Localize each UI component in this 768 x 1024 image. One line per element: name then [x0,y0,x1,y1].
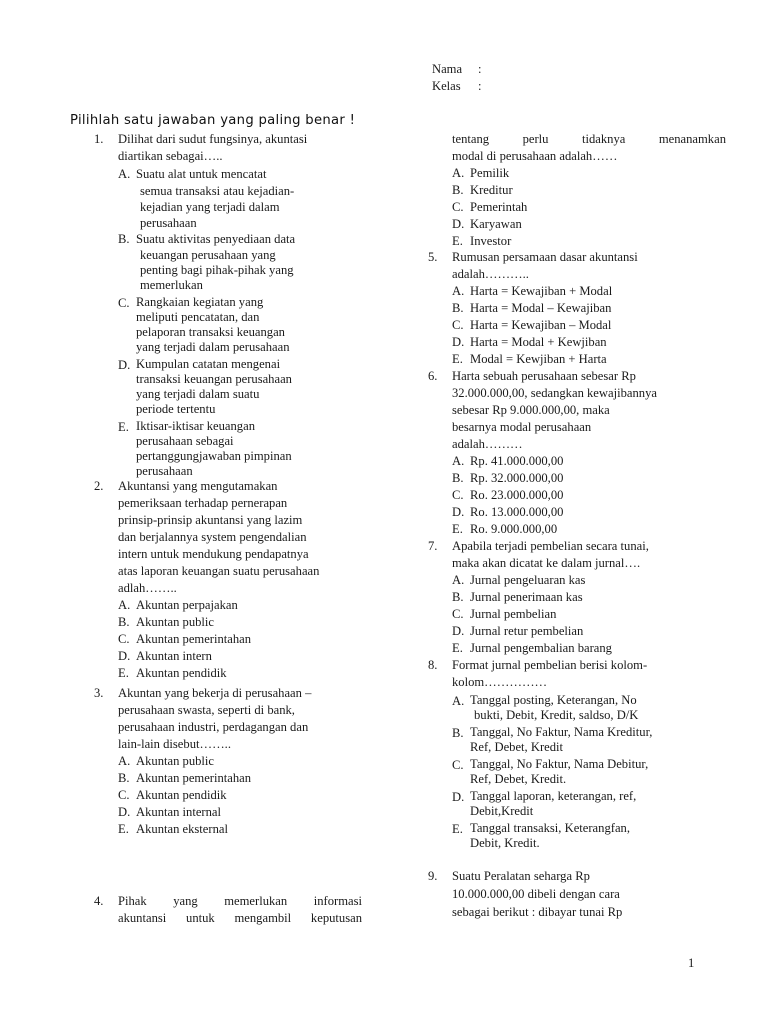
option-a[interactable]: A. Pemilik [452,166,510,180]
option-e[interactable]: E. Modal = Kewjiban + Harta [452,352,607,366]
option-b[interactable]: B. Kreditur [452,183,513,197]
option-d[interactable]: D. Harta = Modal + Kewjiban [452,335,607,349]
class-label: Kelas [432,79,461,93]
option-c[interactable]: C. Akuntan pendidik [118,788,227,802]
option-a[interactable]: A. Rp. 41.000.000,00 [452,454,564,468]
option-b[interactable]: B. Akuntan pemerintahan [118,771,252,785]
question-number: 8. [428,658,438,672]
question-5: 5. Rumusan persamaan dasar akuntansi adalah……….. A. Harta = Kewajiban + Modal B. Harta = Modal – Kewajiban C. Harta = Kewajiban – Modal D. Harta = Modal + Kewjiban E. Modal = Kewjiban + Harta [452,249,726,368]
option-b[interactable]: B. Rp. 32.000.000,00 [452,471,564,485]
option-c[interactable]: C. Jurnal pembelian [452,607,557,621]
option-d[interactable]: D. Jurnal retur pembelian [452,624,584,638]
option-b[interactable]: B. Suatu aktivitas penyediaan data keuangan perusahaan yang penting bagi pihak-pihak yang memerlukan [118,232,296,292]
option-a[interactable]: A. Suatu alat untuk mencatat semua transaksi atau kejadian- kejadian yang terjadi dalam perusahaan [118,167,295,230]
option-b[interactable]: B. Jurnal penerimaan kas [452,590,583,604]
question-number: 3. [94,686,104,700]
question-number: 9. [428,869,438,883]
page-number: 1 [688,956,695,970]
question-number: 4. [94,894,104,908]
option-d[interactable]: D. Karyawan [452,217,522,231]
option-a[interactable]: A. Jurnal pengeluaran kas [452,573,586,587]
question-2: 2. Akuntansi yang mengutamakan pemeriksaan terhadap pernerapan prinsip-prinsip akuntansi yang lazim dan berjalannya system pengendalian intern untuk mendukung pendapatnya atas laporan keuangan suatu perusahaan adlah…….. A. Akuntan perpajakan B. Akuntan public C. Akuntan pemerintahan D. Akuntan intern E. Akuntan pendidik [118,478,368,682]
class-separator: : [478,79,482,93]
question-stem-line: 1. Dilihat dari sudut fungsinya, akuntasi [94,132,308,146]
option-e[interactable]: E. Jurnal pengembalian barang [452,641,612,655]
option-d[interactable]: D. Akuntan intern [118,649,212,663]
name-label: Nama [432,62,463,76]
question-number: 7. [428,539,438,553]
option-e[interactable]: E. Ro. 9.000.000,00 [452,522,558,536]
option-b[interactable]: B. Akuntan public [118,615,214,629]
name-separator: : [478,62,482,76]
question-number: 2. [94,479,104,493]
question-6: 6. Harta sebuah perusahaan sebesar Rp 32.000.000,00, sedangkan kewajibannya sebesar Rp 9.000.000,00, maka besarnya modal perusahaan adalah……… A. Rp. 41.000.000,00 B. Rp. 32.000.000,00 C. Ro. 23.000.000,00 D. Ro. 13.000.000,00 E. Ro. 9.000.000,00 [452,368,726,538]
option-c[interactable]: C. Akuntan pemerintahan [118,632,252,646]
option-c[interactable]: C. Pemerintah [452,200,528,214]
question-8: 8. Format jurnal pembelian berisi kolom- kolom…………… A. Tanggal posting, Keterangan, No bukti, Debit, Kredit, saldso, D/K B. Tanggal, No Faktur, Nama Kreditur, Ref, Debet, Kredit C. Tanggal, No Faktur, Nama Debitur, Ref, Debet, Kredit. D. Tanggal laporan, keterangan, ref, Debit,Kredit E. Tanggal transaksi, Keterangfan, Debit, Kredit. [452,657,726,851]
option-c[interactable]: C. Harta = Kewajiban – Modal [452,318,612,332]
option-d[interactable]: D. Ro. 13.000.000,00 [452,505,564,519]
question-7: 7. Apabila terjadi pembelian secara tunai, maka akan dicatat ke dalam jurnal…. A. Jurnal pengeluaran kas B. Jurnal penerimaan kas C. Jurnal pembelian D. Jurnal retur pembelian E. Jurnal pengembalian barang [452,538,726,657]
option-d[interactable]: D. Akuntan internal [118,805,221,819]
question-number: 1. [94,132,104,146]
question-1 [94,131,363,479]
option-a[interactable]: A. Akuntan perpajakan [118,598,238,612]
class-field [432,78,482,95]
question-number: 5. [428,250,438,264]
option-c[interactable]: C. Tanggal, No Faktur, Nama Debitur, Ref, Debet, Kredit. [452,757,649,786]
option-e[interactable]: E. Iktisar-iktisar keuangan perusahaan sebagai pertanggungjawaban pimpinan perusahaan [118,419,292,478]
option-c[interactable]: C. Rangkaian kegiatan yang meliputi pencatatan, dan pelaporan transaksi keuangan yang terjadi dalam perusahaan [118,295,290,354]
option-e[interactable]: E. Investor [452,234,512,248]
option-a[interactable]: A. Akuntan public [118,754,214,768]
option-a[interactable]: A. Tanggal posting, Keterangan, No bukti, Debit, Kredit, saldso, D/K [452,693,639,722]
option-d[interactable]: D. Kumpulan catatan mengenai transaksi keuangan perusahaan yang terjadi dalam suatu periode tertentu [118,357,292,416]
question-4: 4. Pihak yang memerlukan informasi akuntansi untuk mengambil keputusan [94,894,362,925]
name-field [432,61,482,78]
question-3: 3. Akuntan yang bekerja di perusahaan – perusahaan swasta, seperti di bank, perusahaan industri, perdagangan dan lain-lain disebut…….. A. Akuntan public B. Akuntan pemerintahan C. Akuntan pendidik D. Akuntan internal E. Akuntan eksternal [118,685,368,838]
option-e[interactable]: E. Tanggal transaksi, Keterangfan, Debit, Kredit. [452,821,630,850]
question-stem-line: diartikan sebagai….. [118,149,223,163]
option-d[interactable]: D. Tanggal laporan, keterangan, ref, Debit,Kredit [452,789,637,818]
option-e[interactable]: E. Akuntan eksternal [118,822,228,836]
question-4-continued: tentang perlu tidaknya menanamkan modal di perusahaan adalah…… A. Pemilik B. Kreditur C. Pemerintah D. Karyawan E. Investor [452,132,726,248]
option-a[interactable]: A. Harta = Kewajiban + Modal [452,284,613,298]
option-b[interactable]: B. Tanggal, No Faktur, Nama Kreditur, Ref, Debet, Kredit [452,725,653,754]
option-c[interactable]: C. Ro. 23.000.000,00 [452,488,564,502]
option-e[interactable]: E. Akuntan pendidik [118,666,227,680]
option-b[interactable]: B. Harta = Modal – Kewajiban [452,301,612,315]
question-9: 9. Suatu Peralatan seharga Rp 10.000.000,00 dibeli dengan cara sebagai berikut : dibayar tunai Rp [428,869,623,919]
question-number: 6. [428,369,438,383]
instruction-heading: Pilihlah satu jawaban yang paling benar ! [70,113,356,128]
